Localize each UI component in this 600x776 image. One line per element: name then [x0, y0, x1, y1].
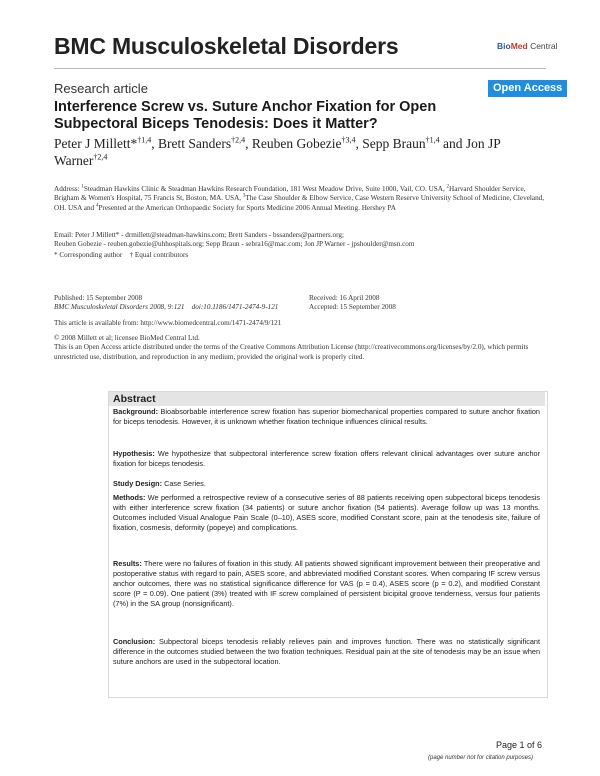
journal-title: BMC Musculoskeletal Disorders [54, 33, 399, 59]
author-separator: , [151, 136, 158, 151]
address-number: 4 [95, 203, 99, 209]
section-text: Case Series. [162, 479, 206, 488]
citation: BMC Musculoskeletal Disorders 2008, 9:121 doi:10.1186/1471-2474-9-121 [54, 303, 279, 312]
received-date: Received: 16 April 2008 [309, 294, 380, 302]
abstract-results [113, 559, 540, 609]
abstract-conclusion [113, 637, 540, 667]
address-number: 3 [242, 193, 246, 199]
author-notes: * Corresponding author † Equal contributors [54, 251, 189, 259]
section-label: Hypothesis: [113, 449, 155, 458]
address-3: The Case Shoulder & Elbow Service, Case Western Reserve University School of Medicine, Cleveland, OH. USA and [54, 194, 545, 212]
section-label: Background: [113, 407, 158, 416]
abstract-methods [113, 493, 540, 533]
section-label: Methods: [113, 493, 146, 502]
address-1: Steadman Hawkins Clinic & Steadman Hawkins Research Foundation, 181 West Meadow Drive, Suite 1000, Vail, CO. USA, [83, 185, 447, 193]
author-addresses [54, 185, 546, 213]
emails-line-2[interactable]: Reuben Gobezie - reuben.gobezie@uhhospitals.org; Sepp Braun - sebra16@mac.com; Jon JP Warner - jpshoulder@msn.com [54, 240, 415, 249]
author-name[interactable]: Sepp Braun [362, 136, 426, 151]
section-text: Subpectoral biceps tenodesis reliably relieves pain and improves function. There was no statistically significant difference in the outcomes studied between the two fixation techniques. Residual pain at the site of tenodesis may be an issue when suture anchors are used in the subpectoral location. [113, 637, 540, 667]
abstract-heading: Abstract [113, 393, 156, 405]
logo-central: Central [527, 41, 558, 51]
logo-med: Med [510, 41, 528, 51]
address-2: Harvard Shoulder Service, Brigham & Women's Hospital, 75 Francis St, Boston, MA. USA, [54, 185, 526, 203]
abstract-study-design [113, 479, 540, 489]
page-number-note: (page number not for citation purposes) [428, 755, 534, 761]
section-label: Study Design: [113, 479, 163, 488]
publication-dates [309, 294, 509, 313]
published-date: Published: 15 September 2008 [54, 294, 143, 302]
abstract-header-bar [109, 392, 545, 406]
accepted-date: Accepted: 15 September 2008 [309, 303, 396, 312]
author-emails [54, 231, 546, 250]
section-text: Bioabsorbable interference screw fixation has superior biomechanical properties compared to suture anchor fixation for biceps tenodesis. However, it is unknown whether fixation technique influences clinical results. [113, 407, 540, 427]
address-4: Presented at the American Orthopaedic Society for Sports Medicine 2006 Annual Meeting. Hershey PA [98, 203, 396, 212]
section-text: We hypothesize that subpectoral interference screw fixation offers relevant clinical advantages over suture anchor fixation for biceps tenodesis. [113, 449, 540, 469]
author-affiliation: †3,4 [341, 135, 356, 145]
article-type: Research article [54, 81, 148, 96]
logo-bio: Bio [497, 41, 511, 51]
publication-info [54, 294, 304, 313]
author-affiliation: †2,4 [93, 152, 108, 162]
article-url[interactable]: This article is available from: http://www.biomedcentral.com/1471-2474/9/121 [54, 319, 282, 327]
section-text: We performed a retrospective review of a consecutive series of 88 patients receiving open subpectoral biceps tenodesis with either interference screw fixation (34 patients) or suture anchor fixation (54 patients). Average follow up was 13 months. Outcomes included Visual Analogue Pain Scale (0–10), ASES score, modified Constant score, pain at the tenodesis site, failure of fixation, cosmesis, deformity (popeye) and complications. [113, 493, 540, 533]
author-name[interactable]: Jon JP Warner [54, 136, 501, 168]
address-number: 2 [446, 184, 450, 190]
header-divider [54, 68, 546, 69]
author-name[interactable]: Brett Sanders [158, 136, 232, 151]
author-separator: and [439, 136, 466, 151]
article-title: Interference Screw vs. Suture Anchor Fixation for Open Subpectoral Biceps Tenodesis: Does it Matter? [54, 99, 437, 132]
license [54, 334, 544, 362]
author-name[interactable]: Peter J Millett* [54, 136, 138, 151]
author-affiliation: †2,4 [231, 135, 246, 145]
biomed-central-logo[interactable] [497, 41, 557, 51]
section-label: Conclusion: [113, 637, 156, 646]
open-access-badge: Open Access [488, 80, 567, 97]
abstract-hypothesis [113, 449, 540, 469]
author-separator: , [245, 136, 252, 151]
emails-line-1[interactable]: Email: Peter J Millett* - drmillett@steadman-hawkins.com; Brett Sanders - bssanders@partners.org; [54, 231, 344, 239]
address-label: Address: [54, 185, 82, 193]
author-affiliation: †1,4 [137, 135, 152, 145]
address-number: 1 [81, 184, 84, 190]
author-list [54, 135, 554, 169]
copyright: © 2008 Millett et al; licensee BioMed Central Ltd. [54, 334, 200, 342]
author-name[interactable]: Reuben Gobezie [251, 136, 342, 151]
license-text: This is an Open Access article distributed under the terms of the Creative Commons Attribution License (http://creativecommons.org/licenses/by/2.0), which permits unrestricted use, distribution, and reproduction in any medium, provided the original work is properly cited. [54, 343, 529, 361]
author-separator: , [355, 136, 363, 151]
page-number: Page 1 of 6 [496, 740, 543, 750]
author-affiliation: †1,4 [425, 135, 440, 145]
section-label: Results: [113, 559, 142, 568]
section-text: There were no failures of fixation in this study. All patients showed significant improvement between their preoperative and postoperative status with regard to pain, ASES score, and abbreviated modified Constant scores. When comparing IF screw versus anchor outcomes, there was no statistical significance difference for VAS (p = 0.4), ASES score (p = 0.2), and modified Constant score (P = 0.09). One patient (3%) treated with IF screw complained of persistent bicipital groove tenderness, versus four patients (7%) in the SA group (nonsignificant). [113, 559, 540, 609]
abstract-background [113, 407, 540, 427]
